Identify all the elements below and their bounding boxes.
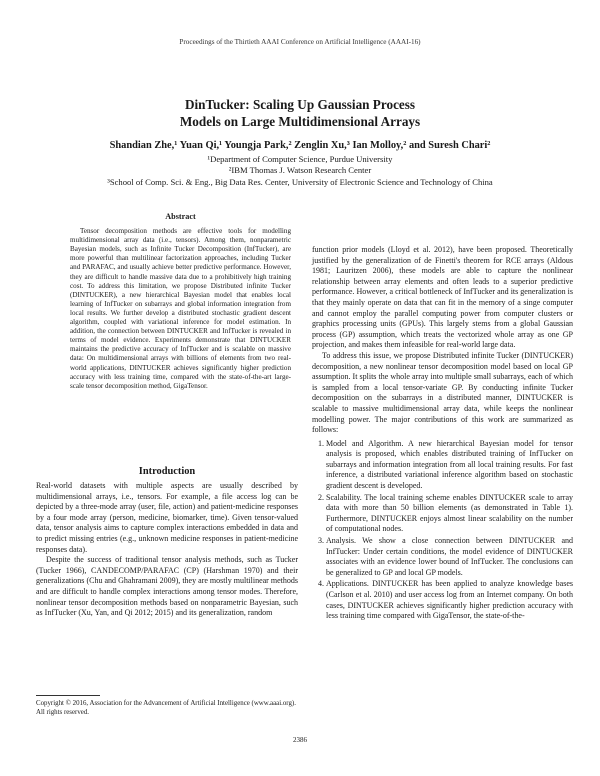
- introduction-heading: Introduction: [138, 466, 196, 477]
- right-column: [312, 245, 573, 623]
- contributions-list: [312, 439, 573, 622]
- affiliation-1: ¹Department of Computer Science, Purdue University: [207, 154, 393, 164]
- footnote-rule: [36, 695, 100, 696]
- page-number: 2386: [293, 736, 307, 744]
- affiliation-2: ²IBM Thomas J. Watson Research Center: [228, 165, 372, 175]
- body-paragraph: To address this issue, we propose Distributed infinite Tucker (DINTUCKER) decomposition, a new nonlinear tensor decomposition model based on local GP assumption. It splits the whole array into multiple small subarrays, each of which is sampled from a local tensor-variate GP. By conducting infinite Tucker decomposition on the subarrays in a distributed manner, DINTUCKER is scalable to massive multidimensional array data, while keeps the nonlinear modelling power. The major contributions of this work are summarized as follows:: [312, 350, 573, 435]
- affiliation-3: ³School of Comp. Sci. & Eng., Big Data Res. Center, University of Electronic Science and Technology of China: [107, 177, 493, 187]
- contribution-item: 3. Analysis. We show a close connection between DINTUCKER and InfTucker: Under certain conditions, the model evidence of DINTUCKER associates with an evidence lower bound of InfTucker. The conclusions can be generalized to GP and local GP models.: [326, 536, 573, 578]
- contribution-item: 1. Model and Algorithm. A new hierarchical Bayesian model for tensor analysis is proposed, which enables distributed training of InfTucker on subarrays and information integration from all local training results. For fast inference, a distributed variational inference algorithm based on stochastic gradient descent is developed.: [326, 439, 573, 492]
- proceedings-header: Proceedings of the Thirtieth AAAI Conference on Artificial Intelligence (AAAI-16): [179, 38, 421, 46]
- body-paragraph: function prior models (Lloyd et al. 2012), have been proposed. Theoretically justified by the generalization of de Finetti's theorem for RCE arrays (Aldous 1981; Lauritzen 2006), these models are able to capture the nonlinear relationship between array elements and often leads to a superior predictive performance. However, a critical bottleneck of InfTucker and its generalization is that they mainly operate on data that can fit in the memory of a singe computer and cannot employ the parallel computing power from computer clusters or graphics processing units (GPUs). This largely stems from a global Gaussian process (GP) assumption, which treats the vectorized whole array as one GP projection, and makes them infeasible for real-world large data.: [312, 245, 573, 350]
- intro-paragraph: Despite the success of traditional tensor analysis methods, such as Tucker (Tucker 1966), CANDECOMP/PARAFAC (CP) (Harshman 1970) and their generalizations (Chu and Ghahramani 2009), they are mostly multilinear methods and are difficult to handle complex interactions among tensor modes. Therefore, nonlinear tensor decomposition methods based on nonparametric Bayesian, such as InfTucker (Xu, Yan, and Qi 2012; 2015) and its generalization, random: [36, 555, 298, 618]
- introduction-body: [36, 481, 298, 619]
- contribution-item: 2. Scalability. The local training scheme enables DINTUCKER scale to array data with more than 50 billion elements (as demonstrated in Table 1). Furthermore, DINTUCKER enjoys almost linear scalability on the number of computational nodes.: [326, 493, 573, 535]
- paper-title: [0, 96, 600, 130]
- intro-paragraph: Real-world datasets with multiple aspects are usually described by multidimensional arrays, i.e., tensors. For example, a file access log can be depicted by a three-mode array (user, file, action) and patient-medicine responses by a four mode array (person, medicine, biomarker, time). Given tensor-valued data, tensor analysis aims to capture complex interactions embedded in data and to predict missing entries (e.g., unknown medicine responses in patient-medicine responses data).: [36, 481, 298, 554]
- abstract-heading: Abstract: [165, 212, 196, 221]
- abstract-section: [70, 212, 291, 391]
- copyright-footnote: Copyright © 2016, Association for the Advancement of Artificial Intelligence (www.aaai.org). All rights reserved.: [36, 700, 296, 716]
- title-line-1: DinTucker: Scaling Up Gaussian Process: [184, 97, 416, 112]
- abstract-text: Tensor decomposition methods are effective tools for modelling multidimensional array data (i.e., tensors). Among them, nonparametric Bayesian models, such as Infinite Tucker Decomposition (InfTucker), are more powerful than multilinear factorization approaches, including Tucker and PARAFAC, and usually achieve better predictive performance. However, they are difficult to handle massive data due to a prohibitively high training cost. To address this limitation, we propose Distributed infinite Tucker (DINTUCKER), a new hierarchical Bayesian model that enables local learning of InfTucker on subarrays and global information integration from local results. We further develop a distributed stochastic gradient descent algorithm, coupled with variational inference for model estimation. In addition, the connection between DINTUCKER and InfTucker is revealed in terms of model evidence. Experiments demonstrate that DINTUCKER maintains the predictive accuracy of InfTucker and is scalable on massive data: On multidimensional arrays with billions of elements from two real-world applications, DINTUCKER achieves significantly higher prediction accuracy with less training time, compared with the state-of-the-art large-scale tensor decomposition method, GigaTensor.: [70, 227, 291, 390]
- title-line-2: Models on Large Multidimensional Arrays: [179, 114, 421, 129]
- author-list: Shandian Zhe,¹ Yuan Qi,¹ Youngja Park,² Zenglin Xu,³ Ian Molloy,² and Suresh Chari²: [109, 140, 491, 151]
- contribution-item: 4. Applications. DINTUCKER has been applied to analyze knowledge bases (Carlson et al. 2010) and user access log from an Internet company. On both cases, DINTUCKER achieves significantly higher prediction accuracy with less training time compared with GigaTensor, the state-of-the-: [326, 579, 573, 621]
